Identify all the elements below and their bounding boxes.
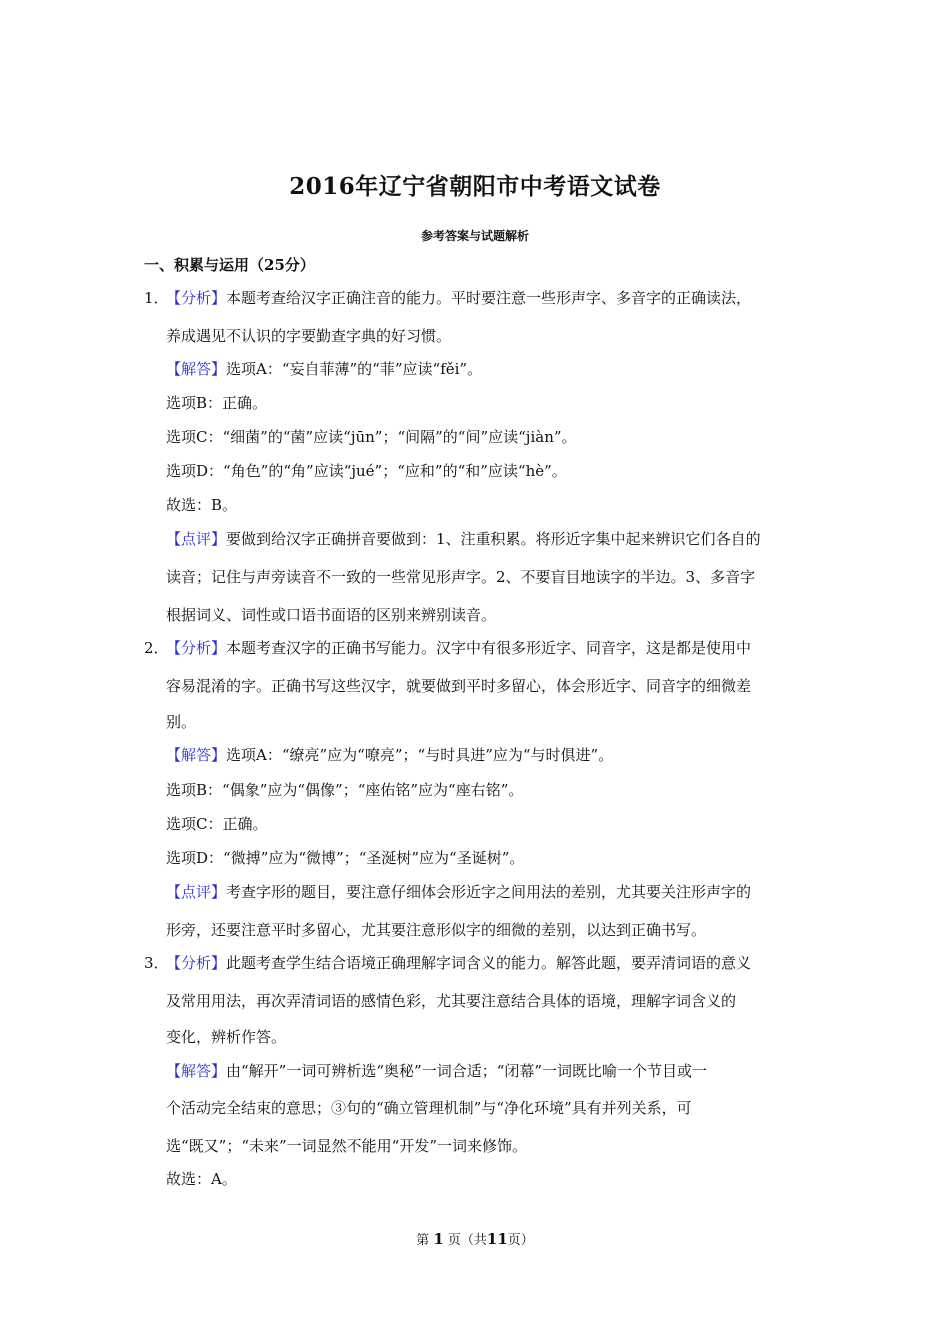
comment-line: 形旁，还要注意平时多留心，尤其要注意形似字的细微的差别，以达到正确书写。 (166, 921, 707, 939)
analysis-line: 【分析】本题考查给汉字正确注音的能力。平时要注意一些形声字、多音字的正确读法， (166, 289, 752, 307)
answer-line: 选项B：正确。 (166, 394, 268, 412)
comment-line: 读音；记住与声旁读音不一致的一些常见形声字。2、不要盲目地读字的半边。3、多音字 (166, 568, 756, 586)
answer-tag: 【解答】 (166, 746, 227, 764)
answer-line: 【解答】由“解开”一词可辨析选“奥秘”一词合适；“闭幕”一词既比喻一个节目或一 (166, 1062, 708, 1080)
analysis-line: 养成遇见不认识的字要勤查字典的好习惯。 (166, 327, 452, 345)
analysis-tag: 【分析】 (166, 289, 227, 307)
answer-line: 选项C：正确。 (166, 815, 268, 833)
analysis-tag: 【分析】 (166, 639, 227, 657)
analysis-line: 容易混淆的字。正确书写这些汉字，就要做到平时多留心，体会形近字、同音字的细微差 (166, 677, 752, 695)
comment-line: 根据词义、词性或口语书面语的区别来辨别读音。 (166, 606, 497, 624)
answer-line: 选项C：“细菌”的“菌”应读“jūn”；“间隔”的“间”应读“jiàn”。 (166, 428, 577, 446)
answer-tag: 【解答】 (166, 360, 227, 378)
question-number: 2． (144, 639, 169, 657)
comment-line: 【点评】要做到给汉字正确拼音要做到：1、注重积累。将形近字集中起来辨识它们各自的 (166, 530, 761, 548)
analysis-line: 变化，辨析作答。 (166, 1028, 287, 1046)
answer-line: 选项D：“微搏”应为“微博”；“圣涎树”应为“圣诞树”。 (166, 849, 525, 867)
section-heading: 一、积累与运用（25分） (144, 256, 315, 274)
answer-line: 选项D：“角色”的“角”应读“jué”；“应和”的“和”应读“hè”。 (166, 462, 567, 480)
analysis-line: 及常用用法，再次弄清词语的感情色彩，尤其要注意结合具体的语境，理解字词含义的 (166, 992, 737, 1010)
analysis-line: 【分析】此题考查学生结合语境正确理解字词含义的能力。解答此题，要弄清词语的意义 (166, 954, 752, 972)
answer-tag: 【解答】 (166, 1062, 227, 1080)
comment-line: 【点评】考查字形的题目，要注意仔细体会形近字之间用法的差别，尤其要关注形声字的 (166, 883, 752, 901)
answer-line: 选“既又”；“未来”一词显然不能用“开发”一词来修饰。 (166, 1137, 528, 1155)
answer-line: 故选：A。 (166, 1170, 237, 1188)
page-subtitle: 参考答案与试题解析 (420, 229, 529, 243)
answer-line: 个活动完全结束的意思；③句的“确立管理机制”与“净化环境”具有并列关系，可 (166, 1099, 692, 1117)
analysis-line: 【分析】本题考查汉字的正确书写能力。汉字中有很多形近字、同音字，这是都是使用中 (166, 639, 752, 657)
page-number: 1 (433, 1230, 444, 1248)
comment-tag: 【点评】 (166, 530, 227, 548)
answer-line: 【解答】选项A：“妄自菲薄”的“菲”应读“fěi”。 (166, 360, 483, 378)
question-number: 3． (144, 954, 169, 972)
analysis-line: 别。 (166, 713, 197, 731)
analysis-tag: 【分析】 (166, 954, 227, 972)
page-title: 2016年辽宁省朝阳市中考语文试卷 (289, 173, 661, 200)
question-number: 1． (144, 289, 169, 307)
total-pages: 11 (486, 1230, 508, 1248)
answer-line: 故选：B。 (166, 496, 238, 514)
answer-line: 选项B：“偶象”应为“偶像”；“座佑铭”应为“座右铭”。 (166, 781, 524, 799)
answer-line: 【解答】选项A：“缭亮”应为“嘹亮”；“与时具进”应为“与时俱进”。 (166, 746, 614, 764)
page-footer: 第 1 页（共11页） (416, 1230, 534, 1248)
comment-tag: 【点评】 (166, 883, 227, 901)
